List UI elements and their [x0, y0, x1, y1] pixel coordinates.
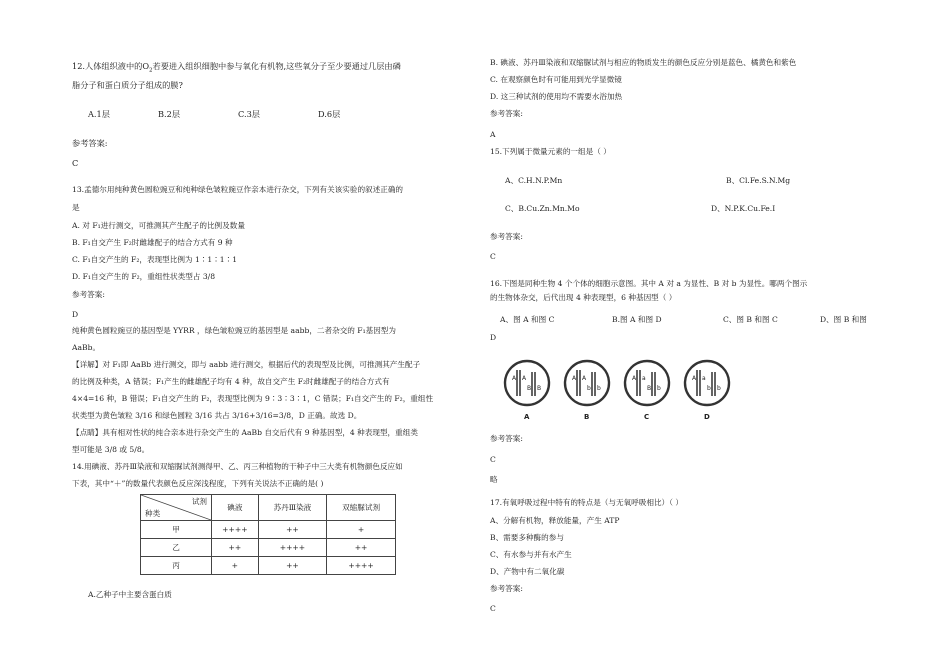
svg-text:B: B — [527, 385, 532, 392]
table-cell: ++++ — [327, 557, 396, 575]
q17-answer: C — [490, 604, 496, 613]
q17-stem: 17.有氧呼吸过程中特有的特点是（与无氧呼吸相比）（ ） — [490, 498, 683, 507]
table-cell: + — [327, 521, 396, 539]
q13-stem-line1: 13.孟德尔用纯种黄色圆粒豌豆和纯种绿色皱粒豌豆作亲本进行杂交，下列有关该实验的叙述正确的 — [72, 185, 404, 194]
q13-exp-line1: 纯种黄色圆粒豌豆的基因型是 YYRR ，绿色皱粒豌豆的基因型是 aabb，二者杂交的 F₁基因型为 — [72, 326, 396, 335]
q13-option-b: B. F₁自交产生 F₂时雌雄配子的结合方式有 9 种 — [72, 238, 233, 247]
figure-label-b: B — [584, 413, 590, 421]
q12-option-a: A.1层 — [88, 109, 110, 119]
q16-note: 略 — [490, 475, 498, 484]
svg-text:B: B — [647, 385, 652, 392]
q14-option-d: D. 这三种试剂的使用均不需要水浴加热 — [490, 92, 623, 101]
q13-exp-line2: AaBb。 — [72, 343, 101, 352]
table-cell: ++ — [258, 557, 326, 575]
q12-stem-part1: 12.人体组织液中的O — [72, 61, 150, 71]
table-cell: ++ — [212, 539, 259, 557]
q12-stem-line2: 脂分子和蛋白质分子组成的膜? — [72, 80, 183, 90]
row-label: 甲 — [141, 521, 212, 539]
q12-option-d: D.6层 — [318, 109, 341, 119]
q15-answer-label: 参考答案: — [490, 232, 523, 241]
svg-text:b: b — [597, 385, 601, 392]
q16-stem-line1: 16.下图是同种生物 4 个个体的细胞示意图。其中 A 对 a 为显性、B 对 b 为显性。哪两个图示 — [490, 279, 808, 288]
svg-text:A: A — [522, 375, 527, 382]
table-header: 碘液 — [212, 495, 259, 521]
q13-exp-line3: 【详解】对 F₁即 AaBb 进行测交，即与 aabb 进行测交，根据后代的表现型及比例，可推测其产生配子 — [72, 360, 421, 369]
q14-answer-label: 参考答案: — [490, 109, 523, 118]
svg-text:a: a — [702, 375, 706, 382]
cell-figure-a — [505, 361, 549, 421]
q16-cell-diagram — [497, 358, 741, 424]
q14-option-b: B. 碘液、苏丹Ⅲ染液和双缩脲试剂与相应的物质发生的颜色反应分别是蓝色、橘黄色和紫色 — [490, 58, 797, 67]
cell-figure-d — [685, 361, 729, 421]
cell-figure-c — [625, 361, 669, 421]
table-cell: ++++ — [212, 521, 259, 539]
q13-stem-line2: 是 — [72, 203, 80, 212]
corner-top-label: 试剂 — [191, 497, 207, 506]
table-header: 双缩脲试剂 — [327, 495, 396, 521]
q16-answer-label: 参考答案: — [490, 434, 523, 443]
q15-option-c: C、B.Cu.Zn.Mn.Mo — [505, 204, 580, 213]
table-cell: ++++ — [258, 539, 326, 557]
svg-text:A: A — [582, 375, 587, 382]
table-header: 苏丹Ⅲ染液 — [258, 495, 326, 521]
table-cell: + — [212, 557, 259, 575]
q12-answer-label: 参考答案: — [72, 138, 108, 148]
figure-label-a: A — [524, 413, 530, 421]
cell-figure-b — [565, 361, 609, 421]
q14-answer: A — [490, 130, 496, 139]
q16-option-d: D、图 B 和图 — [820, 315, 867, 324]
table-row — [141, 557, 396, 575]
svg-text:a: a — [642, 375, 646, 382]
corner-bottom-label: 种类 — [145, 509, 161, 518]
q13-exp-line5: 4×4=16 种，B 错误；F₁自交产生的 F₂，表现型比例为 9∶3∶3∶1，C 错误；F₁自交产生的 F₂，重组性 — [72, 394, 434, 403]
q17-option-c: C、有水参与并有水产生 — [490, 550, 572, 559]
q13-answer: D — [72, 310, 79, 319]
q13-option-d: D. F₁自交产生的 F₂，重组性状类型占 3/8 — [72, 272, 216, 281]
q15-answer: C — [490, 252, 496, 261]
q16-option-c: C、图 B 和图 C — [723, 315, 778, 324]
svg-text:b: b — [707, 385, 711, 392]
svg-text:A: A — [692, 375, 697, 382]
svg-text:B: B — [537, 385, 542, 392]
q17-answer-label: 参考答案: — [490, 584, 523, 593]
svg-text:b: b — [657, 385, 661, 392]
q12-option-b: B.2层 — [158, 109, 181, 119]
q14-option-c: C. 在观察颜色时有可能用到光学显微镜 — [490, 75, 622, 84]
q17-option-d: D、产物中有二氧化碳 — [490, 567, 565, 576]
row-label: 乙 — [141, 539, 212, 557]
table-cell: ++ — [258, 521, 326, 539]
table-row — [141, 521, 396, 539]
q13-answer-label: 参考答案: — [72, 290, 105, 299]
q13-option-c: C. F₁自交产生的 F₂，表现型比例为 1∶1∶1∶1 — [72, 255, 238, 264]
q15-stem: 15.下列属于微量元素的一组是（ ） — [490, 147, 611, 156]
q14-table — [140, 494, 396, 575]
q14-stem-line2: 下表，其中“＋”的数量代表颜色反应深浅程度，下列有关说法不正确的是( ) — [72, 479, 324, 488]
q13-exp-line8: 型可能是 3/8 或 5/8。 — [72, 445, 150, 454]
q14-stem-line1: 14.用碘液、苏丹Ⅲ染液和双缩脲试剂测得甲、乙、丙三种植物的干种子中三大类有机物颜色反应如 — [72, 462, 403, 471]
svg-text:A: A — [572, 375, 577, 382]
row-label: 丙 — [141, 557, 212, 575]
q15-option-a: A、C.H.N.P.Mn — [505, 176, 563, 185]
q13-exp-line4: 的比例及种类，A 错误；F₁产生的雌雄配子均有 4 种，故自交产生 F₂时雌雄配子的结合方式有 — [72, 377, 390, 386]
table-header-row — [141, 495, 396, 521]
q15-option-b: B、Cl.Fe.S.N.Mg — [726, 176, 791, 185]
q16-option-d-wrap: D — [490, 333, 497, 342]
q13-exp-line7: 【点睛】具有相对性状的纯合亲本进行杂交产生的 AaBb 自交后代有 9 种基因型，4 种表现型，重组类 — [72, 428, 418, 437]
figure-label-c: C — [644, 413, 650, 421]
q17-option-b: B、需要多种酶的参与 — [490, 533, 564, 542]
q13-exp-line6: 状类型为黄色皱粒 3/16 和绿色圆粒 3/16 共占 3/16+3/16=3/8，D 正确。故选 D。 — [72, 411, 362, 420]
q13-option-a: A. 对 F₁进行测交，可推测其产生配子的比例及数量 — [72, 221, 245, 230]
q16-answer: C — [490, 455, 496, 464]
q16-option-a: A、图 A 和图 C — [500, 315, 555, 324]
table-row — [141, 539, 396, 557]
q12-stem-part2: 若要进入组织细胞中参与氧化有机物,这些氧分子至少要通过几层由磷 — [152, 61, 401, 71]
q12-stem — [72, 61, 401, 77]
q12-answer: C — [72, 158, 79, 168]
table-cell: ++ — [327, 539, 396, 557]
q16-option-b: B.图 A 和图 D — [612, 315, 662, 324]
svg-text:b: b — [587, 385, 591, 392]
q17-option-a: A、分解有机物，释放能量，产生 ATP — [490, 516, 620, 525]
q15-option-d: D、N.P.K.Cu.Fe.I — [711, 204, 776, 213]
svg-text:A: A — [632, 375, 637, 382]
q16-stem-line2: 的生物体杂交，后代出现 4 种表现型，6 种基因型（ ） — [490, 293, 677, 302]
svg-text:A: A — [512, 375, 517, 382]
q12-subscript: 2 — [149, 67, 153, 74]
figure-label-d: D — [704, 413, 710, 421]
table-corner-cell — [141, 495, 212, 521]
svg-text:b: b — [717, 385, 721, 392]
q14-option-a: A.乙种子中主要含蛋白质 — [88, 590, 172, 599]
q12-option-c: C.3层 — [238, 109, 260, 119]
